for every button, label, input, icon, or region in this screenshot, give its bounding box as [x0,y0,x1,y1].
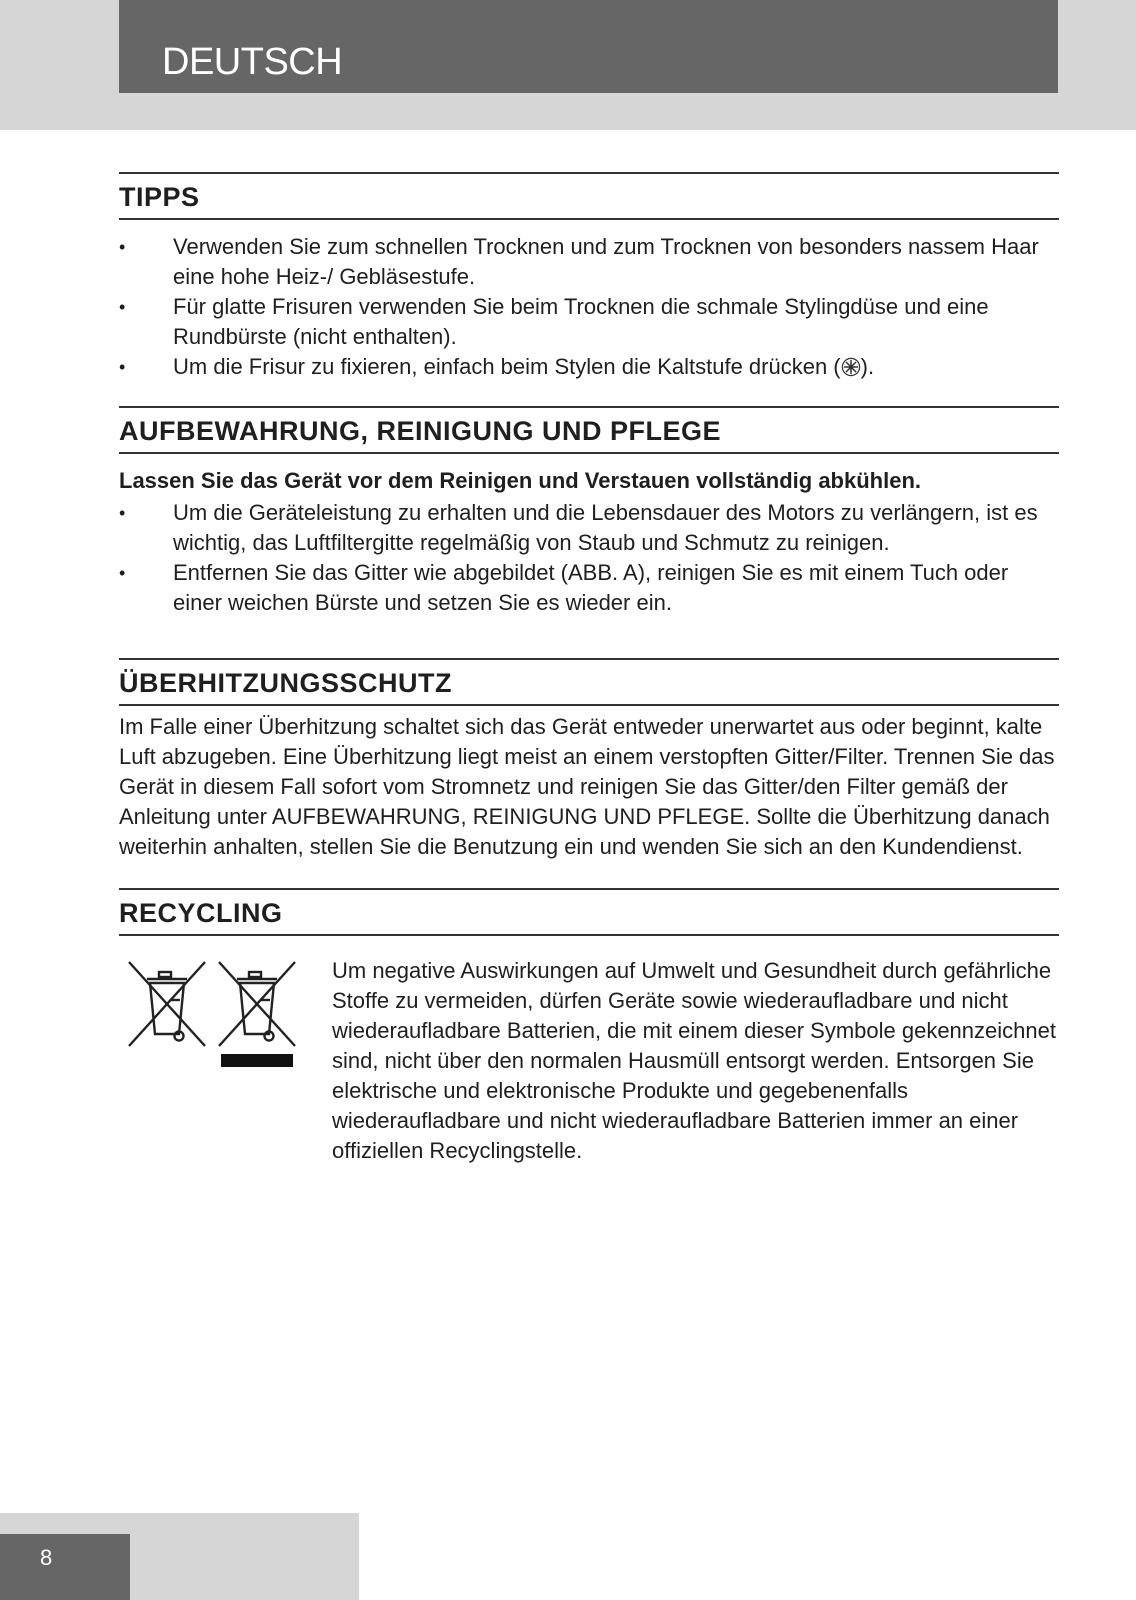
section-title-recycling: RECYCLING [119,890,1059,936]
section-body-care [119,454,1059,618]
bullet-marker: • [119,503,126,523]
list-item-text: Für glatte Frisuren verwenden Sie beim Trocknen die schmale Stylingdüse und eine Rundbürste (nicht enthalten). [173,294,989,349]
crossed-out-wheelie-bin-with-bar-icon [217,960,297,1076]
tipps-bullet-list [119,232,1059,382]
list-item-text: Entfernen Sie das Gitter wie abgebildet (ABB. A), reinigen Sie es mit einem Tuch oder einer weichen Bürste und setzen Sie es wieder ein. [173,560,1009,615]
recycling-paragraph: Um negative Auswirkungen auf Umwelt und Gesundheit durch gefährliche Stoffe zu vermeiden, dürfen Geräte sowie wiederaufladbare und nicht wiederaufladbare Batterien, die mit einem dieser Symbole gekennzeichnet sind, nicht über den normalen Hausmüll entsorgt werden. Entsorgen Sie elektrische und elektronische Produkte und gegebenenfalls wiederaufladbare und nicht wiederaufladbare Batterien immer an einer offiziellen Recyclingstelle. [332,958,1056,1163]
list-item-text: Um die Frisur zu fixieren, einfach beim Stylen die Kaltstufe drücken ( [173,354,841,379]
list-item [119,498,1059,558]
page-content [119,172,1059,1166]
overheat-paragraph: Im Falle einer Überhitzung schaltet sich das Gerät entweder unerwartet aus oder beginnt, kalte Luft abzugeben. Eine Überhitzung liegt meist an einem verstopften Gitter/Filter. Trennen Sie das Gerät in diesem Fall sofort vom Stromnetz und reinigen Sie das Gitter/den Filter gemäß der Anleitung unter AUFBEWAHRUNG, REINIGUNG UND PFLEGE. Sollte die Überhitzung danach weiterhin anhalten, stellen Sie die Benutzung ein und wenden Sie sich an den Kundendienst. [119,714,1055,859]
crossed-out-wheelie-bin-icon [127,960,207,1058]
section-title-overheat: ÜBERHITZUNGSSCHUTZ [119,660,1059,706]
section-recycling [119,888,1059,1166]
care-bullet-list [119,498,1059,618]
section-body-recycling [119,936,1059,1166]
list-item-text-end: ). [860,354,875,379]
bullet-marker: • [119,237,126,257]
page-number: 8 [40,1545,53,1570]
page-number-tab [0,1534,130,1600]
language-title: DEUTSCH [162,41,343,83]
section-care [119,406,1059,618]
list-item-text: Um die Geräteleistung zu erhalten und die Lebensdauer des Motors zu verlängern, ist es wichtig, das Luftfiltergitte regelmäßig von Staub und Schmutz zu reinigen. [173,500,1038,555]
section-body-tipps [119,220,1059,382]
bullet-marker: • [119,563,126,583]
list-item [119,292,1059,352]
section-title-tipps: TIPPS [119,174,1059,220]
care-lead: Lassen Sie das Gerät vor dem Reinigen und Verstauen vollständig abkühlen. [119,468,922,493]
cold-shot-icon [841,355,861,375]
list-item [119,352,1059,382]
list-item-text: Verwenden Sie zum schnellen Trocknen und zum Trocknen von besonders nassem Haar eine hohe Heiz-/ Gebläsestufe. [173,234,1039,289]
section-title-care: AUFBEWAHRUNG, REINIGUNG UND PFLEGE [119,408,1059,454]
bullet-marker: • [119,297,126,317]
section-overheat [119,658,1059,862]
section-body-overheat [119,706,1059,862]
bullet-marker: • [119,357,126,377]
recycling-icons [119,956,332,1166]
section-tipps [119,172,1059,382]
list-item [119,558,1059,618]
list-item [119,232,1059,292]
